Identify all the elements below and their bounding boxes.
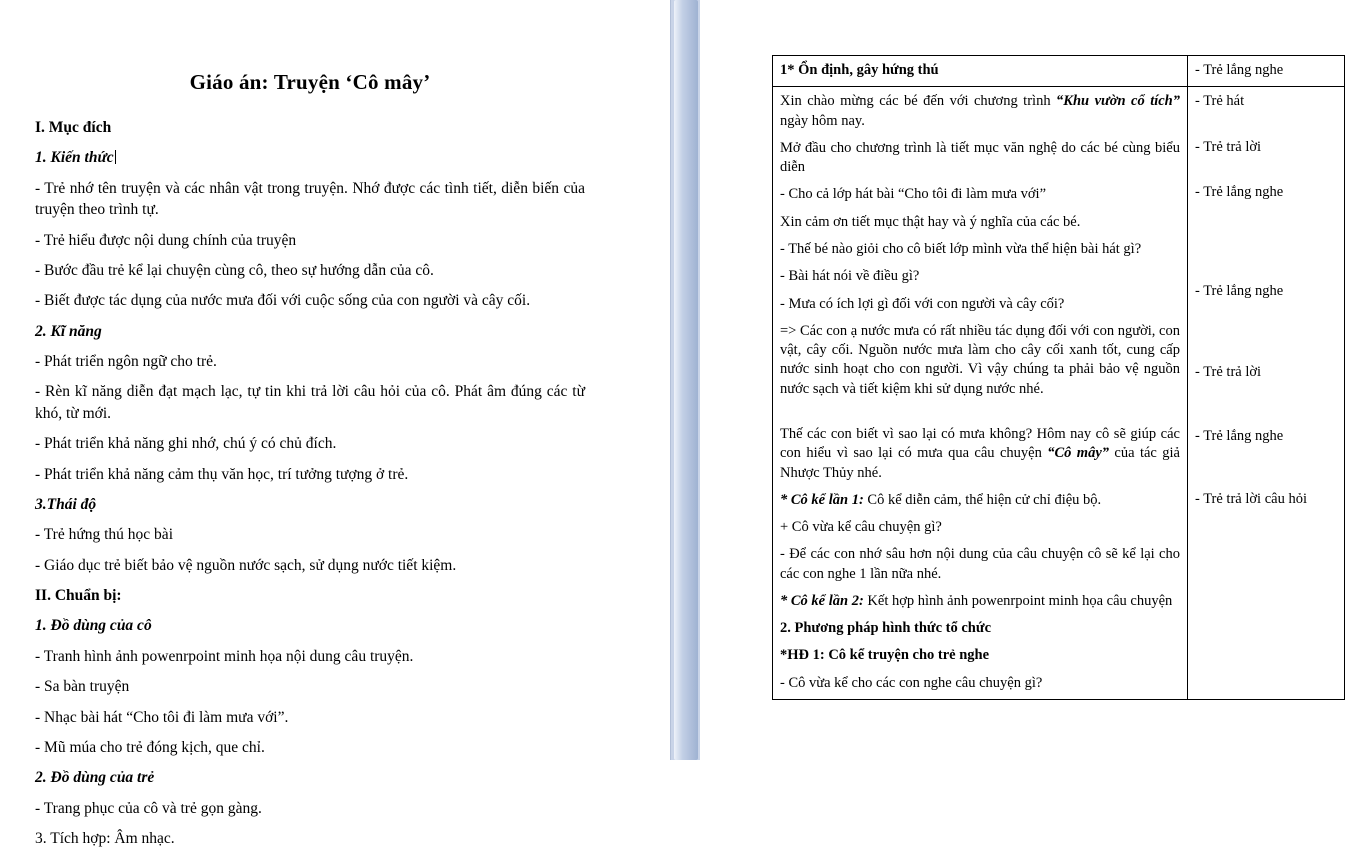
heading-kien-thuc — [35, 147, 585, 168]
left-document-pane — [0, 0, 670, 847]
heading-do-dung-cua-co: 1. Đồ dùng của cô — [35, 617, 152, 635]
para-thanks: Xin cảm ơn tiết mục thật hay và ý nghĩa của các bé. — [780, 213, 1081, 230]
child-response-4: - Trẻ lắng nghe — [1195, 283, 1284, 300]
response-spacer-8 — [1195, 327, 1337, 345]
para-telling-1 — [780, 491, 1180, 510]
table-cell-activity-body — [773, 87, 1188, 700]
response-spacer-11 — [1195, 409, 1337, 427]
page-scrollbar[interactable] — [670, 0, 702, 760]
para-kien-thuc-2: - Trẻ hiểu được nội dung chính của truyện — [35, 231, 297, 249]
para-welcome — [780, 92, 1180, 131]
para-intro-story-post: của tác giả Nhược Thủy nhé. — [780, 445, 1180, 481]
para-kien-thuc-3: - Bước đầu trẻ kể lại chuyện cùng cô, theo sự hướng dẫn của cô. — [35, 261, 434, 279]
response-spacer-3 — [1195, 210, 1337, 228]
heading-chuan-bi: II. Chuẩn bị: — [35, 587, 122, 604]
response-spacer-13 — [1195, 472, 1337, 490]
para-kien-thuc-4: - Biết được tác dụng của nước mưa đối với cuộc sống của con người và cây cối. — [35, 292, 531, 310]
para-opening: Mở đầu cho chương trình là tiết mục văn nghệ do các bé cùng biểu diễn — [780, 139, 1180, 176]
lesson-plan-table — [772, 55, 1345, 700]
para-telling-1-post: Cô kể diễn cảm, thể hiện cử chỉ điệu bộ. — [863, 491, 1102, 508]
para-ki-nang-3: - Phát triển khả năng ghi nhớ, chú ý có chủ đích. — [35, 435, 337, 453]
para-ki-nang-2: - Rèn kĩ năng diễn đạt mạch lạc, tự tin khi trả lời câu hỏi của cô. Phát âm đúng các từ khó, từ mới. — [35, 383, 585, 422]
child-response-0: - Trẻ lắng nghe — [1195, 62, 1284, 78]
para-do-dung-tre-1: - Trang phục của cô và trẻ gọn gàng. — [35, 799, 262, 817]
heading-do-dung-cua-tre: 2. Đồ dùng của trẻ — [35, 769, 155, 787]
child-response-2: - Trẻ trả lời — [1195, 138, 1262, 155]
para-ask-story-name: + Cô vừa kể câu chuyện gì? — [780, 519, 942, 536]
para-welcome-em: “Khu vườn cổ tích” — [1056, 93, 1180, 110]
text-caret — [115, 150, 116, 164]
child-response-6: - Trẻ lắng nghe — [1195, 427, 1284, 444]
response-spacer-2 — [1195, 165, 1337, 183]
para-telling-2-post: Kết hợp hình ảnh powenrpoint minh họa câu chuyện — [863, 592, 1173, 609]
heading-tich-hop-label: 3. Tích hợp: — [35, 830, 111, 847]
heading-phuong-phap: 2. Phương pháp hình thức tổ chức — [780, 620, 992, 637]
child-response-7: - Trẻ trả lời câu hỏi — [1195, 490, 1307, 507]
child-response-5: - Trẻ trả lời — [1195, 364, 1262, 381]
child-response-1: - Trẻ hát — [1195, 93, 1245, 110]
table-row — [773, 87, 1345, 700]
para-question-rain: - Mưa có ích lợi gì đối với con người và cây cối? — [780, 295, 1065, 312]
para-telling-2 — [780, 592, 1180, 611]
right-document-body — [700, 0, 1320, 700]
heading-thai-do: 3.Thái độ — [35, 495, 97, 513]
response-spacer-4 — [1195, 228, 1337, 246]
heading-muc-dich: I. Mục đích — [35, 119, 112, 136]
table-row — [773, 56, 1345, 87]
para-telling-1-em: * Cô kể lần 1: — [780, 491, 864, 508]
para-question-meaning: - Bài hát nói về điều gì? — [780, 268, 920, 285]
para-ki-nang-4: - Phát triển khả năng cảm thụ văn học, trí tưởng tượng ở trẻ. — [35, 465, 409, 483]
para-kien-thuc-1: - Trẻ nhớ tên truyện và các nhân vật trong truyện. Nhớ được các tình tiết, diễn biến của truyện theo trình tự. — [35, 179, 585, 219]
left-document-body — [0, 0, 670, 849]
para-question-song: - Thế bé nào giỏi cho cô biết lớp mình vừa thể hiện bài hát gì? — [780, 240, 1142, 257]
para-ki-nang-1: - Phát triển ngôn ngữ cho trẻ. — [35, 353, 217, 370]
para-ask-story-again: - Cô vừa kể cho các con nghe câu chuyện gì? — [780, 674, 1043, 691]
para-telling-2-em: * Cô kể lần 2: — [780, 592, 864, 609]
para-intro-story — [780, 425, 1180, 483]
para-do-dung-co-3: - Nhạc bài hát “Cho tôi đi làm mưa với”. — [35, 708, 289, 726]
scrollbar-thumb[interactable] — [674, 0, 698, 760]
response-spacer-10 — [1195, 391, 1337, 409]
response-spacer-12 — [1195, 454, 1337, 472]
response-spacer-9 — [1195, 345, 1337, 363]
para-welcome-post: ngày hôm nay. — [780, 112, 865, 129]
para-song: - Cho cả lớp hát bài “Cho tôi đi làm mưa với” — [780, 186, 1047, 203]
heading-tich-hop — [35, 828, 585, 849]
page-title: Giáo án: Truyện ‘Cô mây’ — [189, 70, 431, 94]
para-do-dung-co-1: - Tranh hình ảnh powenrpoint minh họa nội dung câu truyện. — [35, 647, 414, 665]
para-retell-note: - Để các con nhớ sâu hơn nội dung của câu chuyện cô sẽ kể lại cho các con nghe 1 lần nữa nhé. — [780, 546, 1180, 582]
right-document-pane — [700, 0, 1320, 760]
table-cell-child-response-header — [1188, 56, 1345, 87]
table-cell-activity-header — [773, 56, 1188, 87]
para-thai-do-2: - Giáo dục trẻ biết bảo vệ nguồn nước sạch, sử dụng nước tiết kiệm. — [35, 556, 457, 574]
heading-ki-nang: 2. Kĩ năng — [35, 322, 102, 340]
para-welcome-pre: Xin chào mừng các bé đến với chương trình — [780, 93, 1057, 110]
response-spacer-6 — [1195, 264, 1337, 282]
response-spacer-1 — [1195, 120, 1337, 138]
paragraph-spacer — [780, 407, 1180, 425]
table-cell-child-response-body — [1188, 87, 1345, 700]
para-thai-do-1: - Trẻ hứng thú học bài — [35, 526, 173, 544]
para-summary-rain: => Các con ạ nước mưa có rất nhiều tác dụng đối với con người, con vật, cây cối. Nguồn nước mưa làm cho cây cối xanh tốt, cung cấp nước sinh hoạt cho con người. Vì vậy chúng ta phải bảo vệ nguồn nước sạch và tiết kiệm khi sử dụng nước nhé. — [780, 322, 1180, 397]
section-heading-on-dinh: 1* Ổn định, gây hứng thú — [780, 62, 939, 78]
para-do-dung-co-4: - Mũ múa cho trẻ đóng kịch, que chỉ. — [35, 738, 265, 756]
para-do-dung-co-2: - Sa bàn truyện — [35, 678, 130, 696]
heading-hd1: *HĐ 1: Cô kể truyện cho trẻ nghe — [780, 647, 990, 664]
response-spacer-7 — [1195, 309, 1337, 327]
child-response-3: - Trẻ lắng nghe — [1195, 183, 1284, 200]
para-intro-story-pre: Thế các con biết vì sao lại có mưa không? Hôm nay cô sẽ giúp các con hiểu vì sao lại có mưa qua câu chuyện — [780, 425, 1180, 462]
response-spacer-5 — [1195, 246, 1337, 264]
heading-tich-hop-tail: Âm nhạc. — [110, 830, 175, 847]
heading-kien-thuc-label: 1. Kiến thức — [35, 149, 114, 167]
para-intro-story-em: “Cô mây” — [1047, 445, 1110, 462]
